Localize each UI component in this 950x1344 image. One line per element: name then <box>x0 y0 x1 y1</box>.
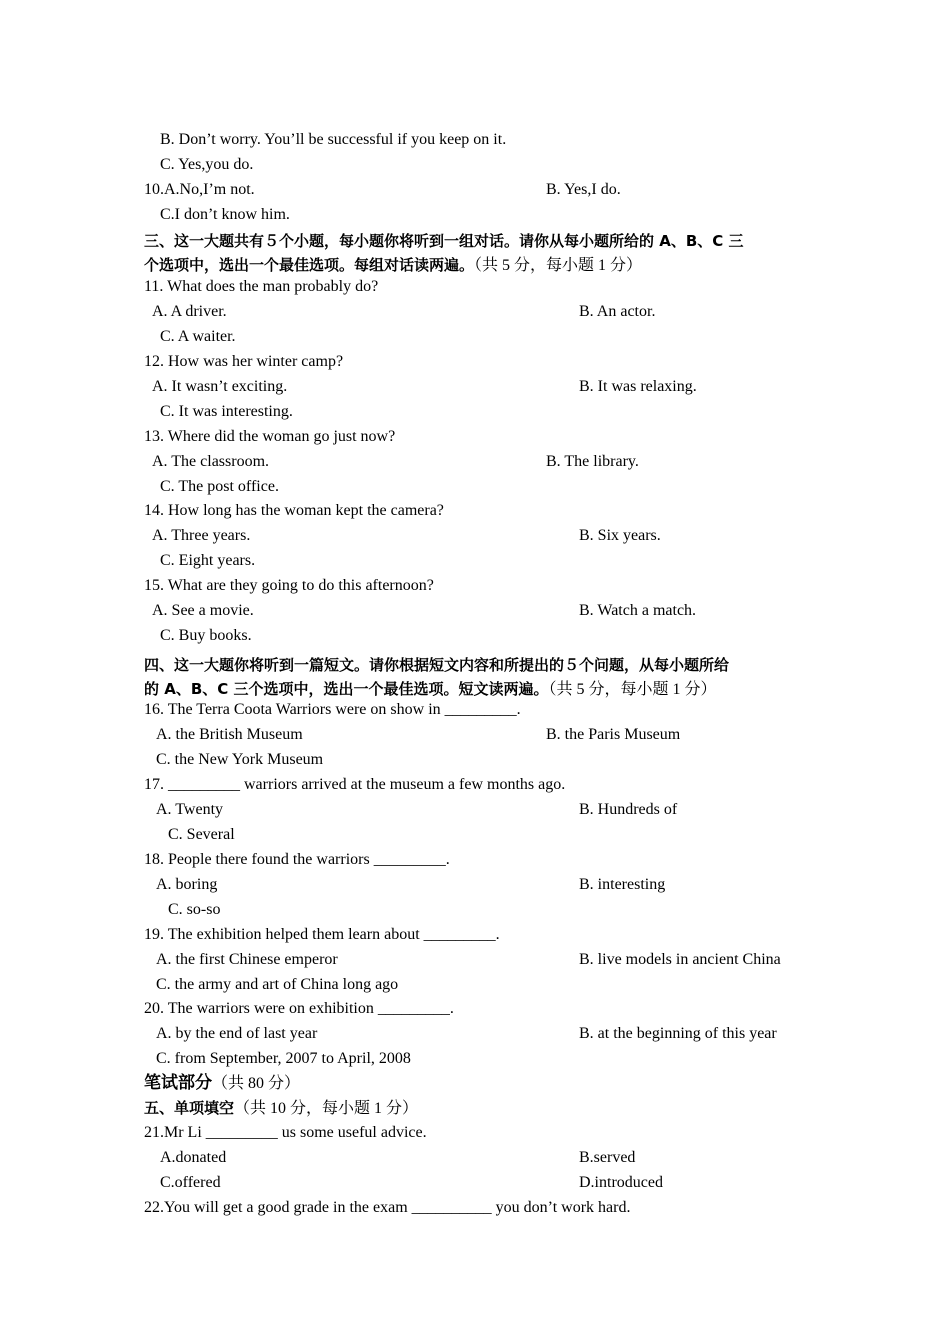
q10-option-c: C.I don’t know him. <box>160 206 290 223</box>
option-c: C. so-so <box>168 901 221 918</box>
option-b: B. Hundreds of <box>579 801 678 818</box>
option-b: B. It was relaxing. <box>579 378 697 395</box>
option-d: D.introduced <box>579 1174 663 1191</box>
q9-option-c: C. Yes,you do. <box>160 156 254 173</box>
option-a: A. A driver. <box>152 303 227 320</box>
option-a: A.donated <box>160 1149 227 1166</box>
section5-score: （共 10 分，每小题 1 分） <box>234 1100 419 1117</box>
option-b: B. interesting <box>579 876 666 893</box>
option-b: B. The library. <box>546 453 639 470</box>
option-a: A. It wasn’t exciting. <box>152 378 288 395</box>
exam-page: B. Don’t worry. You’ll be successful if you keep on it. C. Yes,you do. 10.A.No,I’m not. B. Yes,I do. C.I don’t know him. 三、这一大题共有５个小题，每小题你将听到一组对话。请你从每小题所给的 A、B、C 三 个选项中，选出一个最佳选项。每组对话读两遍。（共 5 分，每小题 1 分） 11. What does the man probably do? A. A driver. B. An actor. C. A waiter. 12. How was her winter camp? A. It wasn’t exciting. B. It was relaxing. C. It was interesting. 13. Where did the woman go just now? A. The classroom. B. The library. C. The post office. 14. How long has the woman kept the camera? A. Three years. B. Six years. C. Eight years. 15. What are they going to do this afternoon? A. See a movie. B. Watch a match. C. Buy books. 四、这一大题你将听到一篇短文。请你根据短文内容和所提出的５个问题，从每小题所给 的 A、B、C 三个选项中，选出一个最佳选项。短文读两遍。（共 5 分，每小题 1 分） 16. The Terra Coota Warriors were on show in _________. A. the British Museum B. the Paris Museum C. the New York Museum 17. _________ warriors arrived at the museum a few months ago. A. Twenty B. Hundreds of C. Several 18. People there found the warriors _________. A. boring B. interesting C. so-so 19. The exhibition helped them learn about _________. A. the first Chinese emperor B. live models in ancient China C. the army and art of China long ago 20. The warriors were on exhibition _________. A. by the end of last year B. at the beginning of this year C. from September, 2007 to April, 2008 笔试部分（共 80 分） 五、单项填空（共 10 分，每小题 1 分） 21.Mr Li _________ us some useful advice. A.donated B.served C.offered D.introduced 22.You will get a good grade in the exam __________ you don’t work hard. <box>144 131 781 1216</box>
q9-option-b: B. Don’t worry. You’ll be successful if you keep on it. <box>160 131 507 148</box>
option-c: C. A waiter. <box>160 328 236 345</box>
option-a: A. Three years. <box>152 527 251 544</box>
option-a: A. The classroom. <box>152 453 270 470</box>
option-a: A. the British Museum <box>156 726 303 743</box>
section4-score: （共 5 分，每小题 1 分） <box>548 681 717 698</box>
option-a: A. by the end of last year <box>156 1025 318 1042</box>
option-c: C. Buy books. <box>160 627 252 644</box>
option-b: B. the Paris Museum <box>546 726 681 743</box>
option-c: C. the New York Museum <box>156 751 324 768</box>
option-b: B. at the beginning of this year <box>579 1025 777 1042</box>
option-a: A. the first Chinese emperor <box>156 951 338 968</box>
written-part-score: （共 80 分） <box>212 1075 301 1092</box>
option-b: B. Watch a match. <box>579 602 697 619</box>
option-b: B. An actor. <box>579 303 656 320</box>
option-b: B. live models in ancient China <box>579 951 781 968</box>
option-a: A. Twenty <box>156 801 224 818</box>
option-c: C. the army and art of China long ago <box>156 976 399 993</box>
q10-option-a: 10.A.No,I’m not. <box>144 181 255 198</box>
option-a: A. See a movie. <box>152 602 254 619</box>
option-c: C. It was interesting. <box>160 403 293 420</box>
section3-score: （共 5 分，每小题 1 分） <box>474 257 643 274</box>
option-b: B.served <box>579 1149 636 1166</box>
option-c: C. from September, 2007 to April, 2008 <box>156 1050 411 1067</box>
option-c: C. The post office. <box>160 478 279 495</box>
option-b: B. Six years. <box>579 527 661 544</box>
option-c: C. Several <box>168 826 235 843</box>
option-c: C. Eight years. <box>160 552 256 569</box>
option-a: A. boring <box>156 876 218 893</box>
option-c: C.offered <box>160 1174 221 1191</box>
q10-option-b: B. Yes,I do. <box>546 181 621 198</box>
